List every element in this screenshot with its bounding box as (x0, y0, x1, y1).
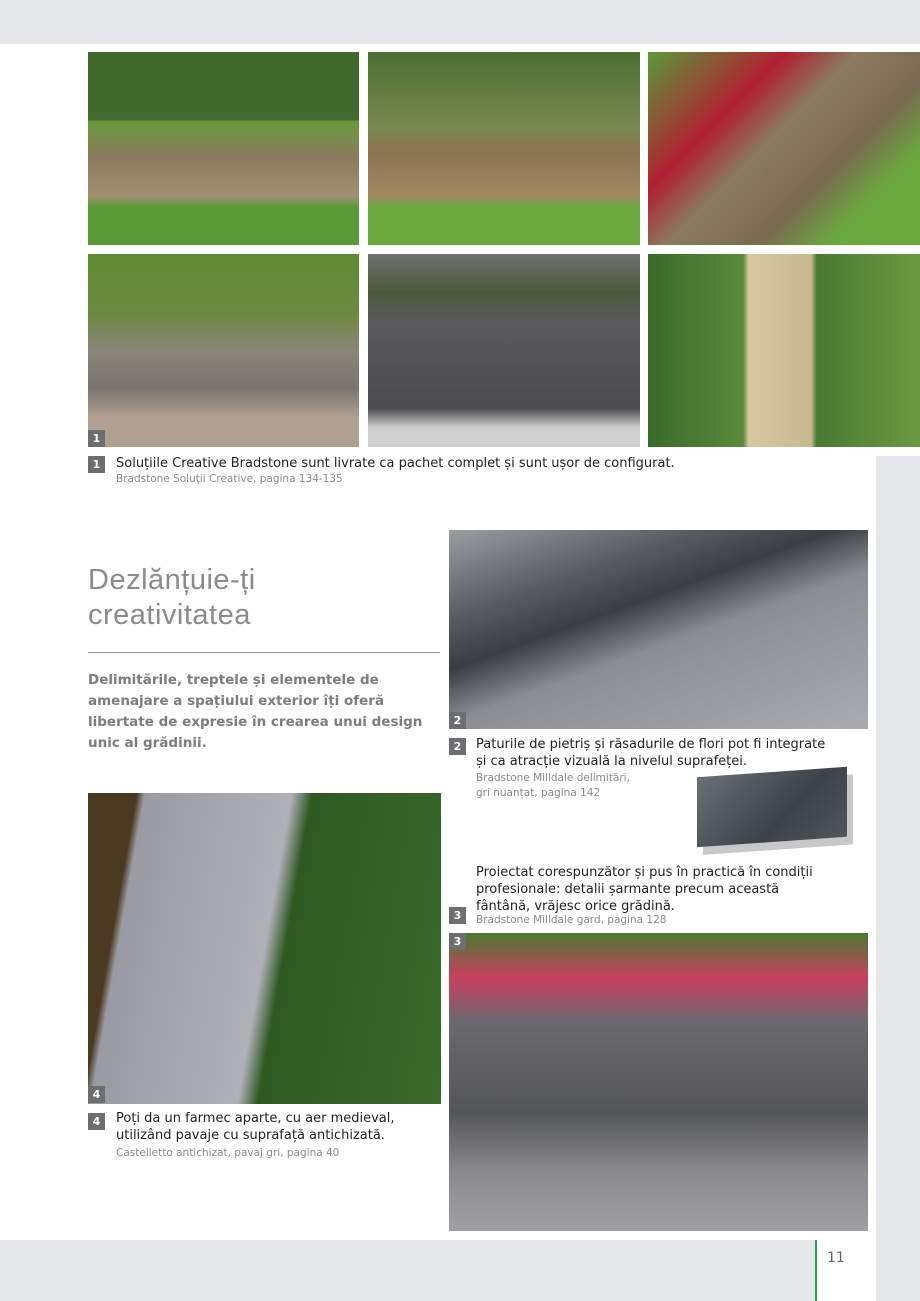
side-band (876, 456, 920, 1240)
top-band (0, 0, 920, 44)
page-number: 11 (815, 1240, 876, 1301)
bottom-band (0, 1240, 920, 1301)
caption-2-source (476, 771, 630, 801)
lead-paragraph: Delimitările, treptele și elementele de amenajare a spațiului exterior îți oferă libertate de expresie în crearea unui design unic al grădinii. (88, 672, 423, 751)
caption-4-source: Castelletto antichizat, pavaj gri, pagina 40 (116, 1147, 340, 1159)
photo-number-badge: 3 (449, 933, 466, 950)
caption-number-1: 1 (88, 456, 105, 473)
caption-number-3: 3 (449, 907, 466, 924)
caption-1-source: Bradstone Soluții Creative, pagina 134-135 (116, 473, 343, 485)
caption-3-text: Proiectat corespunzător și pus în practică în condiții profesionale: detalii șarmante precum această fântână, vrăjesc orice grădină. (476, 865, 813, 914)
caption-2-text: Paturile de pietriș și răsadurile de flori pot fi integrate și ca atracție vizuală la nivelul suprafeței. (476, 737, 826, 769)
section-heading (88, 563, 256, 633)
caption-4-text: Poți da un farmec aparte, cu aer medieval, utilizând pavaje cu suprafață antichizată. (116, 1111, 395, 1143)
photo-number-badge: 2 (449, 712, 466, 729)
photo-fountain-pillar (648, 254, 920, 447)
source-line-1: Bradstone Milldale delimitări, (476, 772, 630, 784)
photo-number-badge: 1 (88, 430, 105, 447)
curb-stone-image (697, 767, 847, 847)
photo-wall-fountain (449, 933, 868, 1231)
caption-1-text: Soluțiile Creative Bradstone sunt livrate ca pachet complet și sunt ușor de configurat. (116, 456, 675, 471)
caption-number-4: 4 (88, 1113, 105, 1130)
heading-line-2: creativitatea (88, 599, 251, 631)
caption-number-2: 2 (449, 738, 466, 755)
source-line-2: gri nuanțat, pagina 142 (476, 787, 601, 799)
photo-square-planter (368, 52, 640, 245)
photo-number-badge: 4 (88, 1086, 105, 1103)
photo-gravel-bed (449, 530, 868, 729)
photo-round-planter (88, 52, 359, 245)
photo-paved-path (88, 793, 441, 1104)
caption-3-source: Bradstone Milldale gard, pagina 128 (476, 914, 667, 926)
photo-slate-planter (368, 254, 640, 447)
heading-line-1: Dezlănțuie-ți (88, 564, 256, 596)
photo-raised-bed (88, 254, 359, 447)
photo-tiered-planter (648, 52, 920, 245)
divider (88, 652, 440, 653)
